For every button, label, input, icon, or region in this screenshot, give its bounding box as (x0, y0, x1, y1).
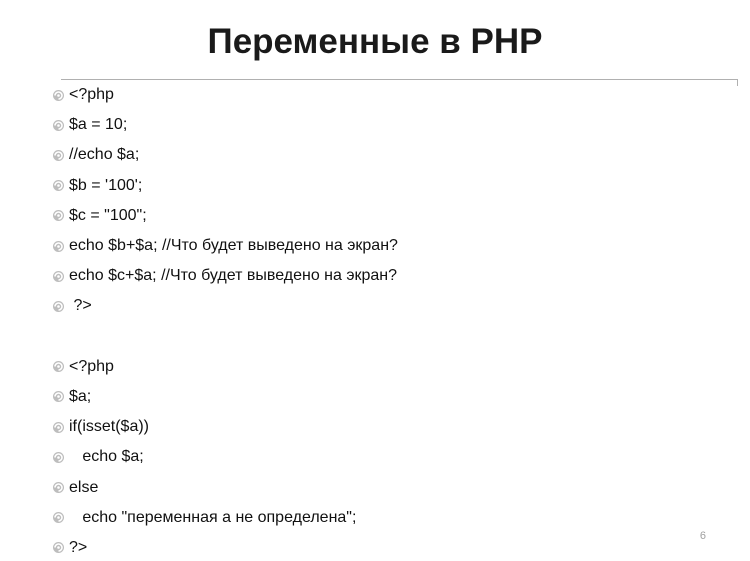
code-line (52, 231, 398, 261)
swirl-bullet-icon (52, 240, 65, 253)
code-text: echo $a; (69, 448, 144, 466)
swirl-bullet-icon (52, 421, 65, 434)
code-text: echo "переменная а не определена"; (69, 508, 357, 526)
swirl-bullet-icon (52, 541, 65, 554)
code-line (52, 291, 398, 321)
code-text: //echo $a; (69, 146, 140, 164)
code-text: $c = "100"; (69, 206, 147, 224)
code-text: $a; (69, 387, 92, 405)
swirl-bullet-icon (52, 511, 65, 524)
code-text: ?> (69, 297, 92, 315)
code-listing (52, 80, 398, 561)
code-line (52, 171, 398, 201)
code-text: if(isset($a)) (69, 418, 150, 436)
code-line (52, 412, 398, 442)
code-line (52, 533, 398, 561)
swirl-bullet-icon (52, 481, 65, 494)
swirl-bullet-icon (52, 270, 65, 283)
code-text: <?php (69, 86, 114, 104)
code-text: $b = '100'; (69, 176, 143, 194)
code-text: $a = 10; (69, 116, 128, 134)
slide-title: Переменные в PHP (207, 22, 543, 61)
code-line (52, 110, 398, 140)
code-line (52, 352, 398, 382)
swirl-bullet-icon (52, 149, 65, 162)
swirl-bullet-icon (52, 360, 65, 373)
code-line (52, 80, 398, 110)
page-number: 6 (699, 530, 706, 542)
code-text: <?php (69, 357, 114, 375)
swirl-bullet-icon (52, 209, 65, 222)
code-text: ?> (69, 538, 88, 556)
code-line (52, 261, 398, 291)
code-line (52, 140, 398, 170)
swirl-bullet-icon (52, 179, 65, 192)
title-divider-tick (737, 79, 738, 86)
code-text: echo $c+$a; //Что будет выведено на экран? (69, 267, 398, 285)
swirl-bullet-icon (52, 390, 65, 403)
code-line (52, 503, 398, 533)
blank-line (52, 322, 398, 352)
code-line (52, 201, 398, 231)
swirl-bullet-icon (52, 119, 65, 132)
swirl-bullet-icon (52, 300, 65, 313)
code-line (52, 382, 398, 412)
code-text: else (69, 478, 99, 496)
code-line (52, 442, 398, 472)
code-line (52, 472, 398, 502)
code-text: echo $b+$a; //Что будет выведено на экран? (69, 237, 398, 255)
swirl-bullet-icon (52, 89, 65, 102)
swirl-bullet-icon (52, 451, 65, 464)
